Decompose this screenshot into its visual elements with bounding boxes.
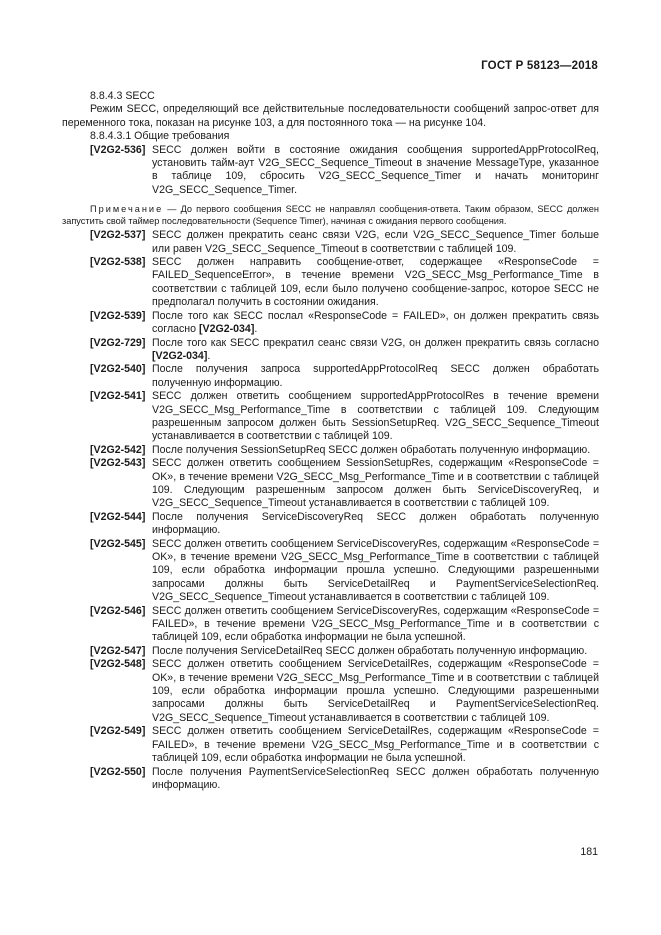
requirement-code: [V2G2-539] bbox=[90, 309, 146, 322]
requirement-item bbox=[90, 229, 599, 256]
requirement-text: После получения запроса supportedAppProtocolReq SECC должен обработать полученную информацию. bbox=[152, 363, 599, 389]
requirement-code: [V2G2-543] bbox=[90, 457, 146, 470]
note-text: — До первого сообщения SECC не направлял сообщения-ответа. Таким образом, SECC должен запустить свой таймер последовательности (Sequence Timer), начиная с ожидания первого сообщения. bbox=[62, 204, 599, 227]
requirement-text: SECC должен войти в состояние ожидания сообщения supportedAppProtocolReq, установить тайм-аут V2G_SECC_Sequence_Timeout в значение MessageType, указанное в таблице 109, сбросить V2G_SECC_Sequence_Timer и начать мониторинг V2G_SECC_Sequence_Timer. bbox=[152, 143, 599, 196]
requirement-item bbox=[90, 725, 599, 765]
requirement-item bbox=[90, 444, 599, 457]
section-intro: Режим SECC, определяющий все действительные последовательности сообщений запрос-ответ для переменного тока, показан на рисунке 103, а для постоянного тока — на рисунке 104. bbox=[62, 103, 599, 129]
requirement-code: [V2G2-546] bbox=[90, 604, 146, 617]
requirement-code: [V2G2-545] bbox=[90, 537, 146, 550]
requirement-item bbox=[90, 337, 599, 364]
requirement-item bbox=[90, 645, 599, 658]
subsection-title: 8.8.4.3.1 Общие требования bbox=[90, 130, 230, 143]
requirement-code: [V2G2-542] bbox=[90, 443, 146, 456]
requirement-text: После получения ServiceDiscoveryReq SECC должен обработать полученную информацию. bbox=[152, 510, 599, 537]
requirement-code: [V2G2-544] bbox=[90, 510, 146, 523]
requirement-item bbox=[90, 766, 599, 793]
requirement-text: После того как SECC послал «ResponseCode = FAILED», он должен прекратить связь согласно [V2G2-034]. bbox=[152, 309, 599, 336]
requirement-text: После получения PaymentServiceSelectionReq SECC должен обработать полученную информацию. bbox=[152, 765, 599, 791]
requirement-item bbox=[90, 363, 599, 390]
requirement-text: SECC должен ответить сообщением ServiceDiscoveryRes, содержащим «ResponseCode = OK», в течение времени V2G_SECC_Msg_Performance_Time в соответствии с таблицей 109, если обработка информации прошла успешно. Следующими разрешенными запросами должны быть ServiceDetailReq и PaymentServiceSelectionReq. V2G_SECC_Sequence_Timeout устанавливается в соответствии с таблицей 109. bbox=[152, 537, 599, 604]
section-number: 8.8.4.3 SECC bbox=[90, 90, 155, 102]
requirement-item bbox=[90, 310, 599, 337]
note bbox=[62, 203, 599, 227]
requirement-code: [V2G2-536] bbox=[90, 143, 146, 156]
requirements-list bbox=[62, 229, 599, 792]
requirement-item bbox=[90, 256, 599, 310]
requirement-reference: [V2G2-034] bbox=[199, 323, 255, 336]
requirement-text: SECC должен ответить сообщением supportedAppProtocolRes в течение времени V2G_SECC_Msg_Performance_Time в соответствии с таблицей 109. Следующим разрешенным запросом должен быть SessionSetupReq. V2G_SECC_Sequence_Timeout устанавливается в соответствии с таблицей 109. bbox=[152, 390, 599, 443]
note-label: Примечание bbox=[90, 204, 164, 215]
requirement-item bbox=[90, 658, 599, 725]
requirement-text: После получения SessionSetupReq SECC должен обработать полученную информацию. bbox=[152, 443, 591, 456]
requirement-text: SECC должен прекратить сеанс связи V2G, если V2G_SECC_Sequence_Timer больше или равен V2G_SECC_Sequence_Timeout в соответствии с таблицей 109. bbox=[152, 229, 599, 255]
requirement-code: [V2G2-540] bbox=[90, 363, 146, 376]
requirement-item bbox=[90, 538, 599, 605]
requirement-text: После получения ServiceDetailReq SECC должен обработать полученную информацию. bbox=[152, 644, 588, 657]
requirement-code: [V2G2-547] bbox=[90, 644, 146, 657]
requirement-code: [V2G2-538] bbox=[90, 256, 146, 269]
requirement-text: SECC должен ответить сообщением ServiceDetailRes, содержащим «ResponseCode = FAILED», в течение времени V2G_SECC_Msg_Performance_Time и в соответствии с таблицей 109, если обработка информации не была успешной. bbox=[152, 725, 599, 765]
requirement-text: SECC должен ответить сообщением ServiceDetailRes, содержащим «ResponseCode = OK», в течение времени V2G_SECC_Msg_Performance_Time и в соответствии с таблицей 109, если обработка информации прошла успешно. Следующими разрешенными запросами должны быть ServiceDetailReq и PaymentServiceSelectionReq. V2G_SECC_Sequence_Timeout устанавливается в соответствии с таблицей 109. bbox=[152, 658, 599, 724]
requirement-item bbox=[90, 390, 599, 444]
requirement-code: [V2G2-541] bbox=[90, 390, 146, 403]
requirement-item bbox=[90, 605, 599, 645]
requirement-code: [V2G2-549] bbox=[90, 725, 146, 738]
document-header: ГОСТ Р 58123—2018 bbox=[481, 60, 598, 72]
requirement-text: SECC должен ответить сообщением SessionSetupRes, содержащим «ResponseCode = OK», в течение времени V2G_SECC_Msg_Performance_Time и в соответствии с таблицей 109. Следующим разрешенным запросом должен быть ServiceDiscoveryReq, и V2G_SECC_Sequence_Timeout устанавливается в соответствии с таблицей 109. bbox=[152, 457, 599, 510]
requirement-reference: [V2G2-034] bbox=[152, 349, 208, 362]
requirement-code: [V2G2-729] bbox=[90, 336, 146, 349]
requirement-text: SECC должен ответить сообщением ServiceDiscoveryRes, содержащим «ResponseCode = FAILED», в течение времени V2G_SECC_Msg_Performance_Time и в соответствии с таблицей 109, если обработка информации не была успешной. bbox=[152, 604, 599, 644]
requirement-item bbox=[90, 457, 599, 511]
page-number: 181 bbox=[580, 846, 598, 858]
requirement-item bbox=[90, 144, 599, 198]
requirement-text: После того как SECC прекратил сеанс связи V2G, он должен прекратить связь согласно [V2G2-034]. bbox=[152, 336, 599, 362]
requirement-text: SECC должен направить сообщение-ответ, содержащее «ResponseCode = FAILED_SequenceError», в течение времени V2G_SECC_Msg_Performance_Time в соответствии с таблицей 109, если было получено сообщение-запрос, которое SECC не предполагал получить в состоянии ожидания. bbox=[152, 256, 599, 309]
requirement-code: [V2G2-548] bbox=[90, 658, 146, 671]
requirement-code: [V2G2-550] bbox=[90, 765, 146, 778]
page-content bbox=[62, 90, 599, 792]
requirement-item bbox=[90, 511, 599, 538]
requirement-code: [V2G2-537] bbox=[90, 229, 146, 242]
